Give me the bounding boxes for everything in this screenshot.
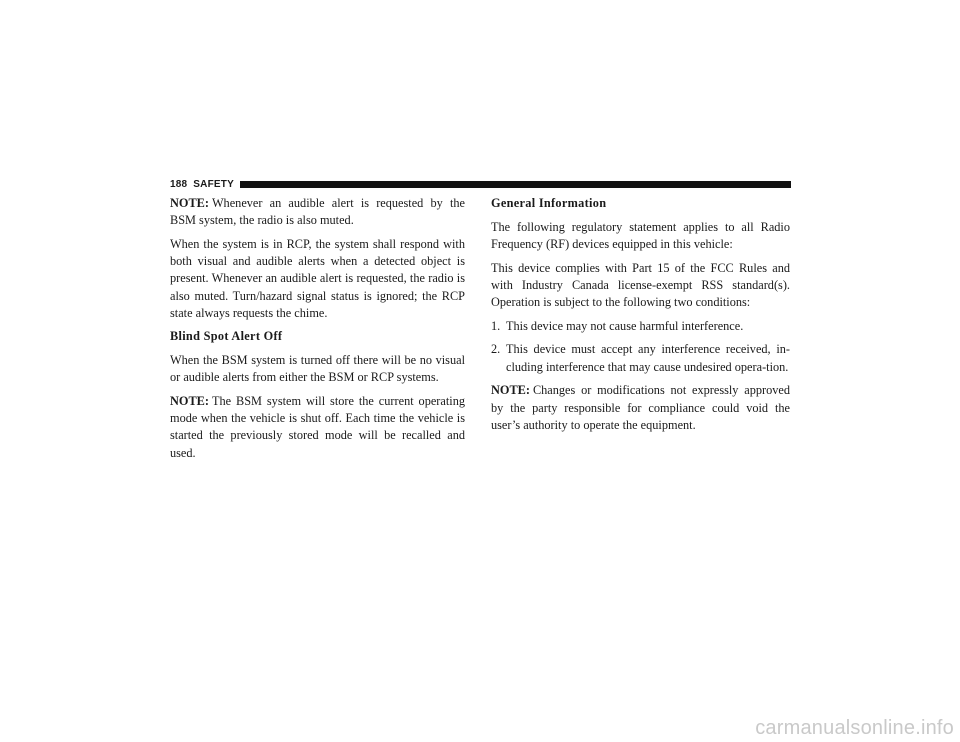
- note-bsm-mute: [170, 195, 465, 229]
- list-number: 1.: [491, 318, 501, 333]
- note-text: Changes or modifications not expressly approved by the party responsible for compliance could void the user’s authority to operate the equipment.: [491, 383, 790, 432]
- note-bsm-mode: [170, 393, 465, 462]
- list-text: This device may not cause harmful interference.: [506, 318, 744, 333]
- condition-item: [491, 341, 790, 375]
- general-information-heading: General Information: [491, 196, 607, 210]
- fcc-compliance-paragraph: This device complies with Part 15 of the FCC Rules and with Industry Canada license-exempt RSS standard(s). Operation is subject to the following two conditions:: [491, 260, 790, 310]
- header-rule: [240, 181, 791, 188]
- note-label: NOTE:: [491, 383, 530, 398]
- note-label: NOTE:: [170, 196, 209, 210]
- note-label: NOTE:: [170, 394, 209, 409]
- right-column: [491, 195, 790, 440]
- note-text: Whenever an audible alert is requested by the BSM system, the radio is also muted.: [170, 196, 465, 228]
- blind-spot-alert-off-heading: Blind Spot Alert Off: [170, 329, 283, 344]
- condition-item: [491, 318, 790, 335]
- note-text: The BSM system will store the current operating mode when the vehicle is shut off. Each time the vehicle is started the previously stored mode will be recalled and used.: [170, 394, 465, 460]
- list-text: This device must accept any interference received, in-cluding interference that may cause undesired opera-tion.: [506, 342, 790, 374]
- rcp-paragraph: When the system is in RCP, the system shall respond with both visual and audible alerts when a detected object is present. Whenever an audible alert is requested, the radio is also muted. Turn/hazard signal status is ignored; the RCP state always requests the chime.: [170, 236, 465, 320]
- page-number: 188: [170, 178, 188, 190]
- page-header: [170, 177, 791, 191]
- bsm-off-paragraph: When the BSM system is turned off there will be no visual or audible alerts from either the BSM or RCP systems.: [170, 353, 465, 385]
- left-column: [170, 195, 465, 468]
- watermark: carmanualsonline.info: [755, 717, 954, 739]
- list-number: 2.: [491, 342, 501, 357]
- note-modifications: [491, 382, 790, 434]
- rf-intro-paragraph: The following regulatory statement applies to all Radio Frequency (RF) devices equipped in this vehicle:: [491, 219, 790, 251]
- section-title: SAFETY: [193, 178, 234, 190]
